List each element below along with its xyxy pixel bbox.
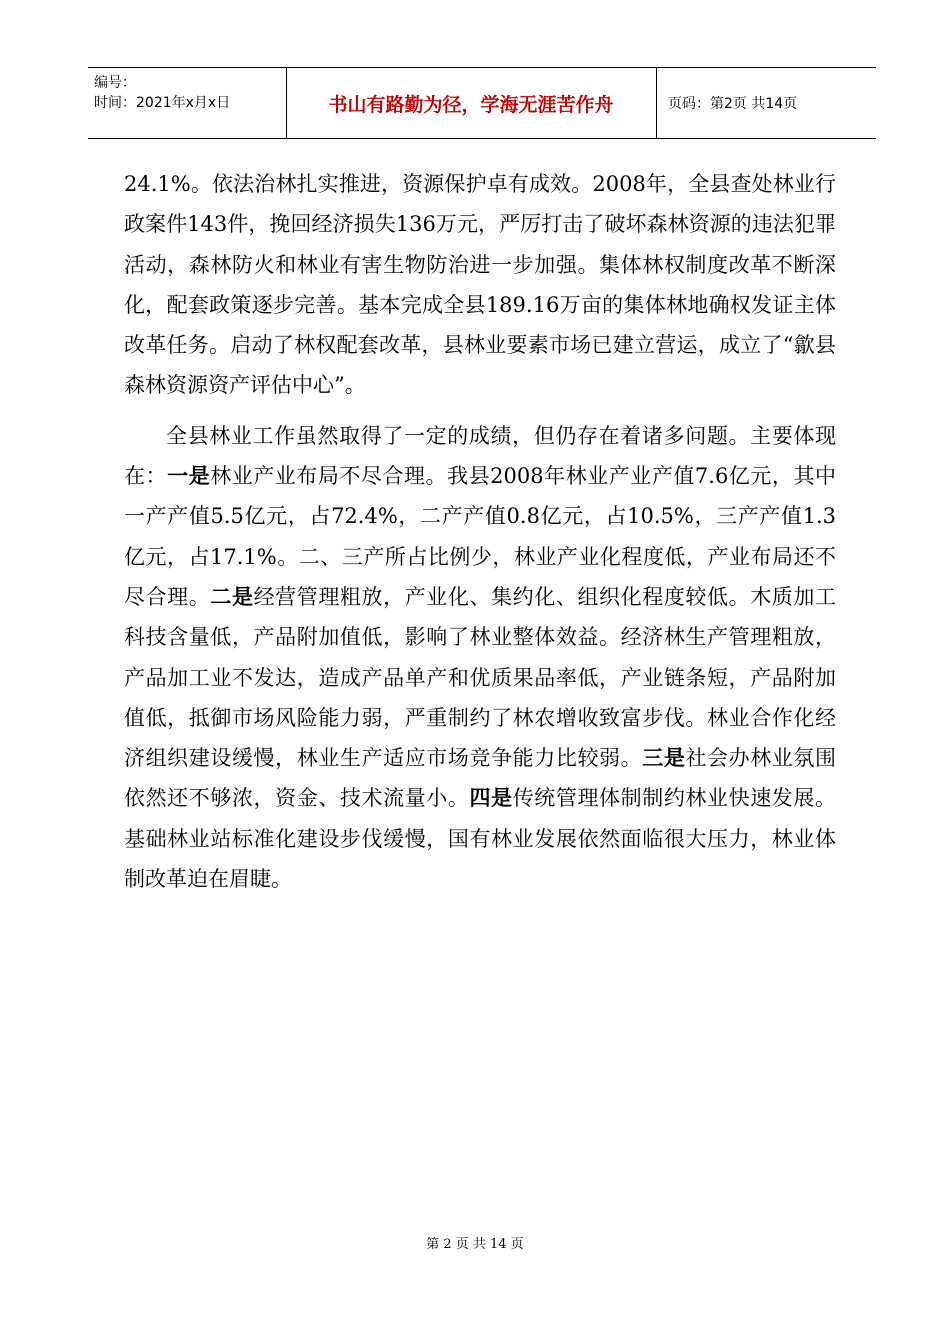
paragraph-2-intro: 全县林业工作虽然取得了一定的成绩，但仍存在着诸多问题。主要体现在： — [124, 423, 836, 489]
serial-number-label: 编号： — [94, 75, 136, 91]
header-page-number: 页码：第2页 共14页 — [668, 96, 798, 112]
page-footer: 第 2 页 共 14 页 — [426, 1237, 524, 1252]
point-4-text: 传统管理体制制约林业快速发展。基础林业站标准化建设步伐缓慢，国有林业发展依然面临很大压力，林业体制改革迫在眉睫。 — [124, 786, 836, 892]
header-info-cell — [88, 68, 287, 138]
point-3-text: 社会办林业氛围依然还不够浓，资金、技术流量小。 — [124, 746, 836, 811]
header-motto: 书山有路勤为径，学海无涯苦作舟 — [286, 68, 657, 138]
page-header — [88, 67, 876, 139]
point-3-label: 三是 — [642, 746, 686, 771]
date-label: 时间：2021年x月x日 — [94, 95, 231, 111]
point-2-label: 二是 — [210, 584, 254, 609]
paragraph-2 — [124, 416, 836, 900]
point-1-label: 一是 — [167, 464, 211, 489]
point-2-text: 经营管理粗放，产业化、集约化、组织化程度较低。木质加工科技含量低，产品附加值低，影响了林业整体效益。经济林生产管理粗放，产品加工业不发达，造成产品单产和优质果品率低，产业链条短，产品附加值低，抵御市场风险能力弱，严重制约了林农增收致富步伐。林业合作化经济组织建设缓慢，林业生产适应市场竞争能力比较弱。 — [124, 584, 836, 771]
document-body — [124, 164, 836, 899]
paragraph-1: 24.1%。依法治林扎实推进，资源保护卓有成效。2008年，全县查处林业行政案件143件，挽回经济损失136万元，严厉打击了破坏森林资源的违法犯罪活动，森林防火和林业有害生物防治进一步加强。集体林权制度改革不断深化，配套政策逐步完善。基本完成全县189.16万亩的集体林地确权发证主体改革任务。启动了林权配套改革，县林业要素市场已建立营运，成立了“歙县森林资源资产评估中心”。 — [124, 172, 836, 398]
point-4-label: 四是 — [469, 786, 513, 811]
point-1-text: 林业产业布局不尽合理。我县2008年林业产业产值7.6亿元，其中一产产值5.5亿元，占72.4%，二产产值0.8亿元，占10.5%，三产产值1.3亿元，占17.1%。二、三产所占比例少，林业产业化程度低，产业布局还不尽合理。 — [124, 464, 836, 609]
